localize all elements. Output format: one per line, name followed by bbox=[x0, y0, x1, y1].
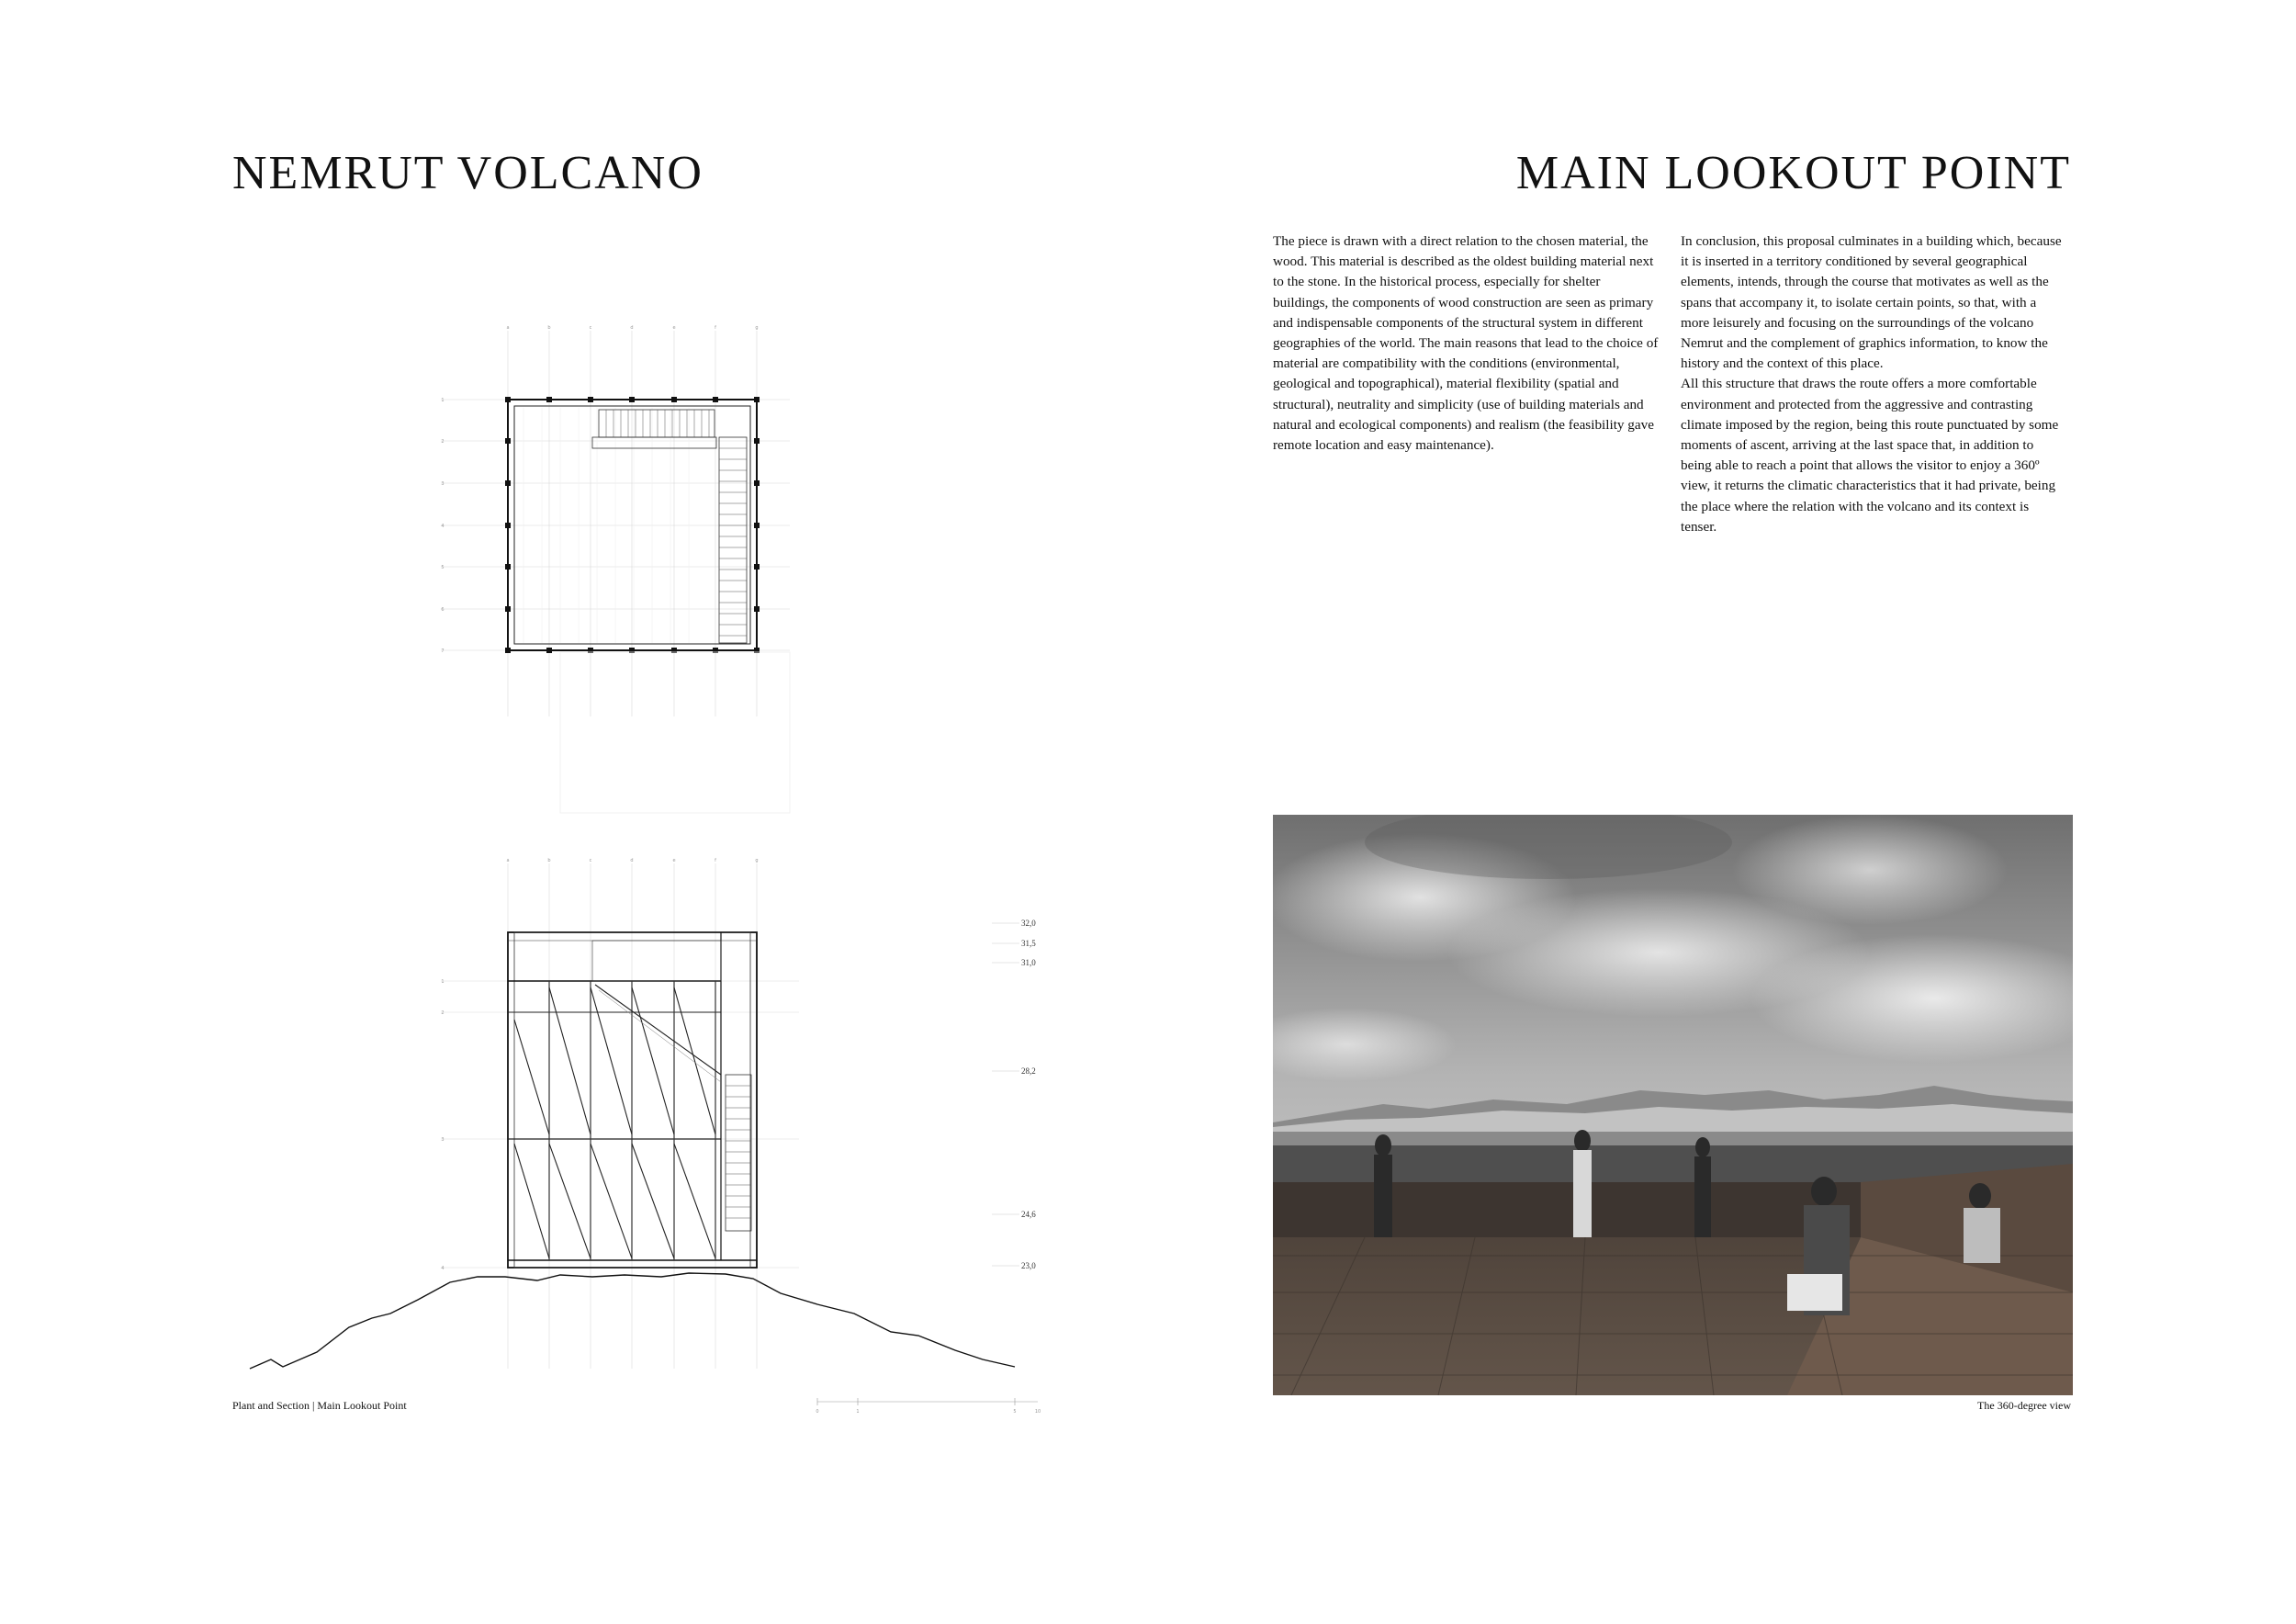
paragraph-3: All this structure that draws the route offers a more comfortable environment and protected from the aggressive and contrasting climate imposed by the region, being this route punctuated by some moments of ascent, arriving at the last space that, in addition to being able to reach a point that allows the visitor to enjoy a 360º view, it returns the climatic characteristics that it had private, being the place where the relation with the volcano and its context is tenser. bbox=[1681, 376, 2059, 535]
level-label: 31,5 bbox=[1021, 939, 1036, 948]
level-mark: 2 bbox=[441, 1010, 445, 1016]
scale-label: 1 bbox=[856, 1409, 860, 1415]
text-column-1 bbox=[1273, 231, 1659, 456]
scale-label: 0 bbox=[816, 1409, 819, 1415]
scale-label: 5 bbox=[1013, 1409, 1017, 1415]
floor-plan bbox=[441, 325, 790, 813]
grid-label: d bbox=[630, 858, 634, 863]
grid-label: b bbox=[547, 325, 551, 331]
plan-and-section-drawing bbox=[230, 312, 1056, 1415]
grid-label: 4 bbox=[441, 524, 445, 529]
paragraph-1: The piece is drawn with a direct relation to the chosen material, the wood. This material is described as the oldest building material next to the stone. In the historical process, especially for shelter buildings, the components of wood construction are seen as primary and indispensable components of the structural system in different geographies of the world. The main reasons that lead to the choice of material are compatibility with the conditions (environmental, geological and topographical), material flexibility (spatial and structural), neutrality and simplicity (use of building materials and natural and ecological components) and realism (the feasibility gave remote location and easy maintenance). bbox=[1273, 233, 1659, 454]
left-page-title: NEMRUT VOLCANO bbox=[232, 147, 703, 199]
paragraph-2: In conclusion, this proposal culminates in a building which, because it is inserted in a territory conditioned by several geographical elements, intends, through the course that motivates as well as the spans that accompany it, to isolate certain points, so that, with a more leisurely and focusing on the surroundings of the volcano Nemrut and the complement of graphics information, to know the history and the context of this place. bbox=[1681, 233, 2062, 372]
grid-label: 3 bbox=[441, 481, 445, 487]
grid-label: d bbox=[630, 325, 634, 331]
perspective-render-image bbox=[1273, 815, 2073, 1395]
image-caption: The 360-degree view bbox=[1977, 1399, 2071, 1412]
drawing-caption: Plant and Section | Main Lookout Point bbox=[232, 1399, 407, 1412]
grid-label: 6 bbox=[441, 607, 445, 613]
level-mark: 1 bbox=[441, 979, 445, 985]
grid-label: f bbox=[715, 858, 716, 863]
grid-label: e bbox=[672, 858, 676, 863]
level-label: 24,6 bbox=[1021, 1210, 1036, 1219]
grid-label: a bbox=[506, 858, 510, 863]
grid-label: c bbox=[589, 325, 592, 331]
grid-label: e bbox=[672, 325, 676, 331]
text-column-2 bbox=[1681, 231, 2066, 537]
grid-label: b bbox=[547, 858, 551, 863]
grid-label: 1 bbox=[441, 398, 445, 403]
level-mark: 4 bbox=[441, 1266, 445, 1271]
level-label: 23,0 bbox=[1021, 1261, 1036, 1270]
grid-label: 2 bbox=[441, 439, 445, 445]
scale-bar bbox=[816, 1398, 1041, 1415]
grid-label: 5 bbox=[441, 565, 445, 570]
level-label: 31,0 bbox=[1021, 958, 1036, 967]
level-label: 32,0 bbox=[1021, 919, 1036, 928]
grid-label: f bbox=[715, 325, 716, 331]
level-mark: 3 bbox=[441, 1137, 445, 1143]
right-page-title: MAIN LOOKOUT POINT bbox=[1515, 147, 2071, 199]
grid-label: g bbox=[755, 325, 759, 331]
grid-label: c bbox=[589, 858, 592, 863]
grid-label: 7 bbox=[441, 648, 445, 654]
wooden-deck bbox=[1273, 1164, 2073, 1395]
scale-label: 10 bbox=[1034, 1409, 1041, 1415]
level-label: 28,2 bbox=[1021, 1066, 1036, 1076]
grid-label: g bbox=[755, 858, 759, 863]
section bbox=[250, 858, 1036, 1369]
grid-label: a bbox=[506, 325, 510, 331]
